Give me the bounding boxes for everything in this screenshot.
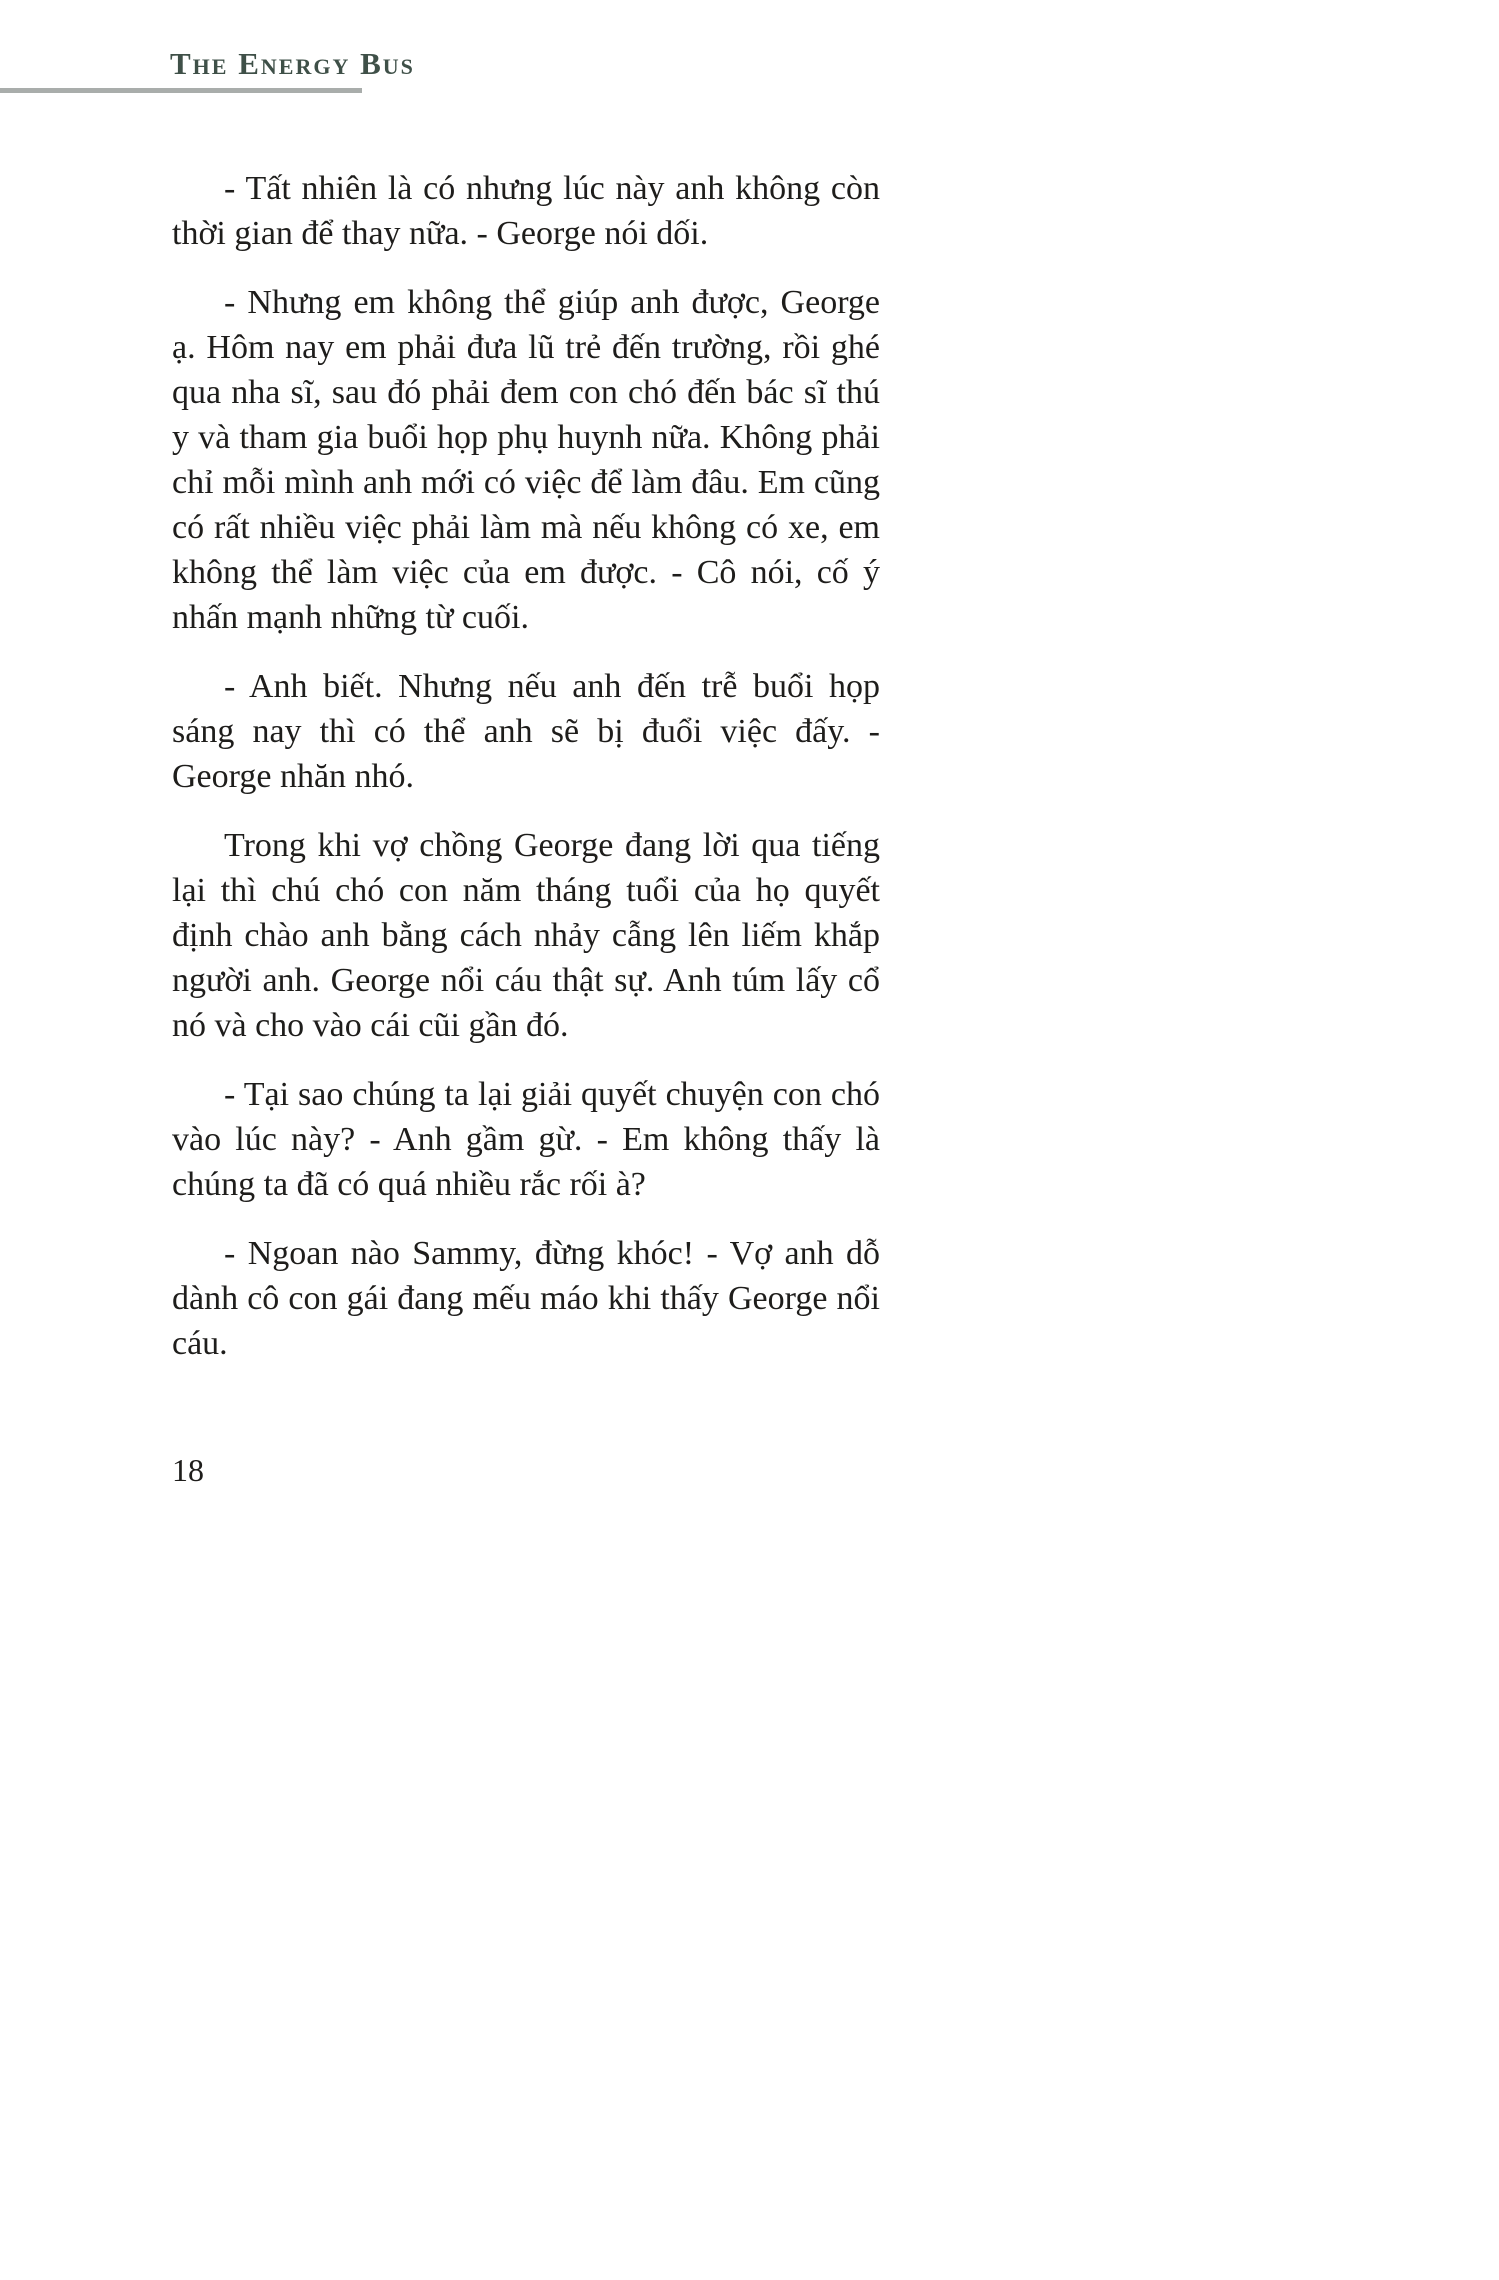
header-rule [0,88,362,93]
paragraph: - Tại sao chúng ta lại giải quyết chuyện con chó vào lúc này? - Anh gầm gừ. - Em không thấy là chúng ta đã có quá nhiều rắc rối à? [172,1076,880,1203]
paragraph: - Anh biết. Nhưng nếu anh đến trễ buổi họp sáng nay thì có thể anh sẽ bị đuổi việc đấy. - George nhăn nhó. [172,668,880,795]
body-text-block [172,166,880,1390]
paragraph: Trong khi vợ chồng George đang lời qua tiếng lại thì chú chó con năm tháng tuổi của họ quyết định chào anh bằng cách nhảy cẫng lên liếm khắp người anh. George nổi cáu thật sự. Anh túm lấy cổ nó và cho vào cái cũi gần đó. [172,827,880,1044]
paragraph: - Tất nhiên là có nhưng lúc này anh không còn thời gian để thay nữa. - George nói dối. [172,170,880,252]
running-head-title: The Energy Bus [170,46,415,81]
paragraph: - Ngoan nào Sammy, đừng khóc! - Vợ anh dỗ dành cô con gái đang mếu máo khi thấy George nổi cáu. [172,1235,880,1362]
page-number: 18 [172,1452,204,1488]
paragraph: - Nhưng em không thể giúp anh được, George ạ. Hôm nay em phải đưa lũ trẻ đến trường, rồi ghé qua nha sĩ, sau đó phải đem con chó đến bác sĩ thú y và tham gia buổi họp phụ huynh nữa. Không phải chỉ mỗi mình anh mới có việc để làm đâu. Em cũng có rất nhiều việc phải làm mà nếu không có xe, em không thể làm việc của em được. - Cô nói, cố ý nhấn mạnh những từ cuối. [172,284,880,636]
